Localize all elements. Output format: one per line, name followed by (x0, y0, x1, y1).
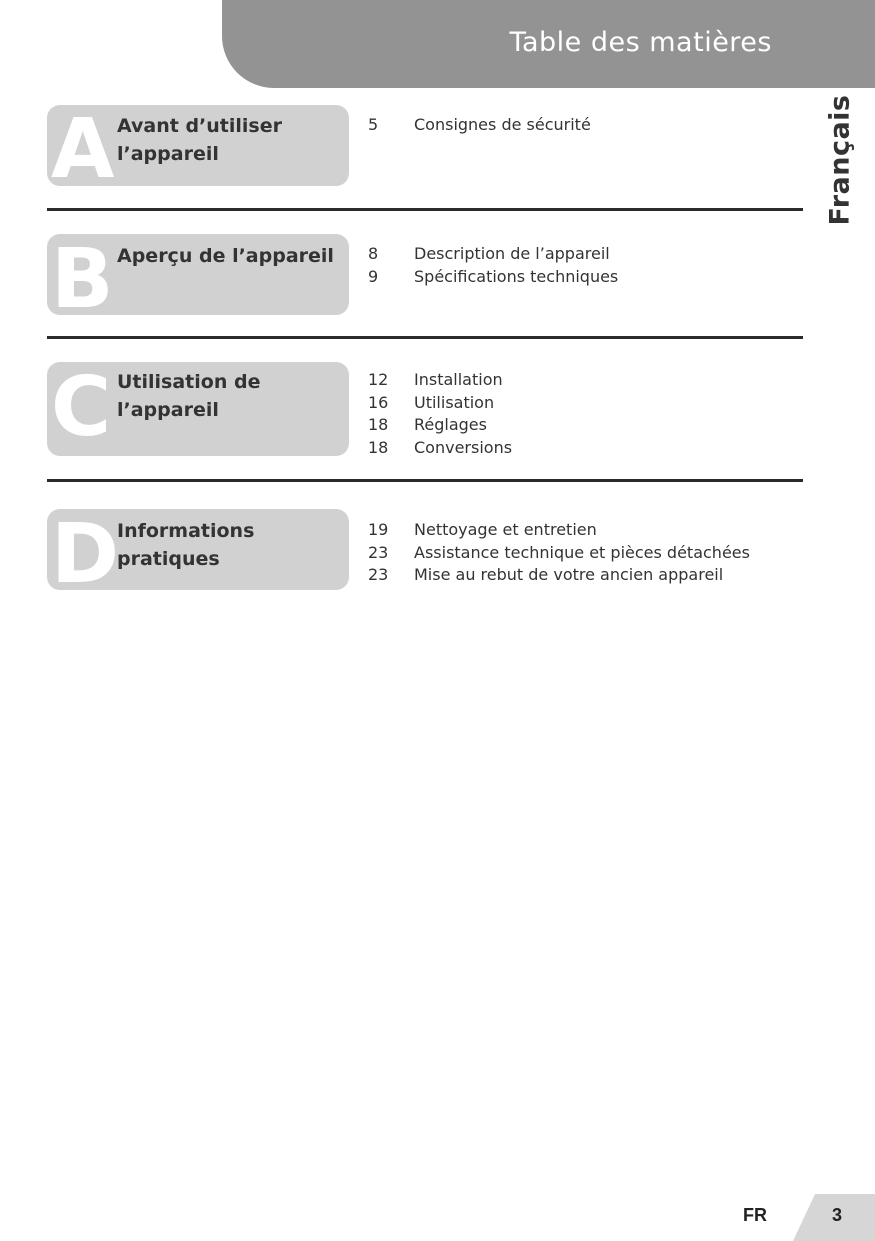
toc-page-number: 18 (368, 437, 389, 457)
toc-entry[interactable] (368, 266, 618, 289)
toc-entry-text: Utilisation (414, 392, 495, 412)
section-divider (47, 336, 803, 339)
section-d-entries (368, 519, 750, 587)
language-label: Français (824, 94, 856, 226)
footer-page-number: 3 (832, 1205, 843, 1225)
section-a-box (47, 105, 349, 186)
toc-entry[interactable] (368, 114, 591, 137)
footer-language-code: FR (743, 1205, 767, 1225)
section-b-box (47, 234, 349, 315)
toc-entry-text: Consignes de sécurité (414, 115, 591, 134)
section-divider (47, 479, 803, 482)
toc-entry[interactable] (368, 437, 512, 460)
section-letter: D (51, 509, 120, 590)
toc-entry[interactable] (368, 519, 750, 542)
toc-page-number: 9 (368, 266, 379, 286)
section-title: Avant d’utiliser l’appareil (117, 115, 282, 165)
toc-page-number: 16 (368, 392, 389, 412)
section-title: Utilisation de l’appareil (117, 371, 261, 421)
toc-page-number: 5 (368, 115, 379, 134)
section-title: Aperçu de l’appareil (117, 245, 334, 267)
toc-page-number: 19 (368, 520, 389, 539)
toc-page-number: 23 (368, 565, 389, 584)
section-a-entries (368, 114, 591, 137)
section-c-box (47, 362, 349, 456)
section-c-entries (368, 369, 512, 459)
toc-entry-text: Assistance technique et pièces détachées (414, 542, 750, 562)
section-d-box (47, 509, 349, 590)
toc-page-number: 8 (368, 244, 379, 263)
toc-entry[interactable] (368, 243, 618, 266)
toc-entry-text: Spécifications techniques (414, 266, 619, 286)
toc-page-number: 23 (368, 542, 389, 562)
toc-entry-text: Nettoyage et entretien (414, 520, 597, 539)
section-letter: B (51, 234, 114, 315)
section-divider (47, 208, 803, 211)
toc-page-number: 12 (368, 370, 389, 389)
toc-entry-text: Installation (414, 370, 503, 389)
toc-entry-text: Description de l’appareil (414, 244, 610, 263)
toc-entry[interactable] (368, 542, 750, 565)
toc-entry-text: Mise au rebut de votre ancien appareil (414, 565, 724, 584)
toc-entry[interactable] (368, 392, 512, 415)
section-b-entries (368, 243, 618, 288)
page-title: Table des matières (509, 27, 772, 58)
toc-entry-text: Conversions (414, 437, 513, 457)
section-letter: C (51, 362, 112, 455)
toc-page-number: 18 (368, 415, 389, 434)
toc-entry[interactable] (368, 564, 750, 587)
section-title: Informations pratiques (117, 520, 255, 570)
toc-entry-text: Réglages (414, 415, 487, 434)
section-letter: A (51, 105, 115, 186)
header-bar (222, 0, 875, 88)
toc-entry[interactable] (368, 369, 512, 392)
toc-entry[interactable] (368, 414, 512, 437)
